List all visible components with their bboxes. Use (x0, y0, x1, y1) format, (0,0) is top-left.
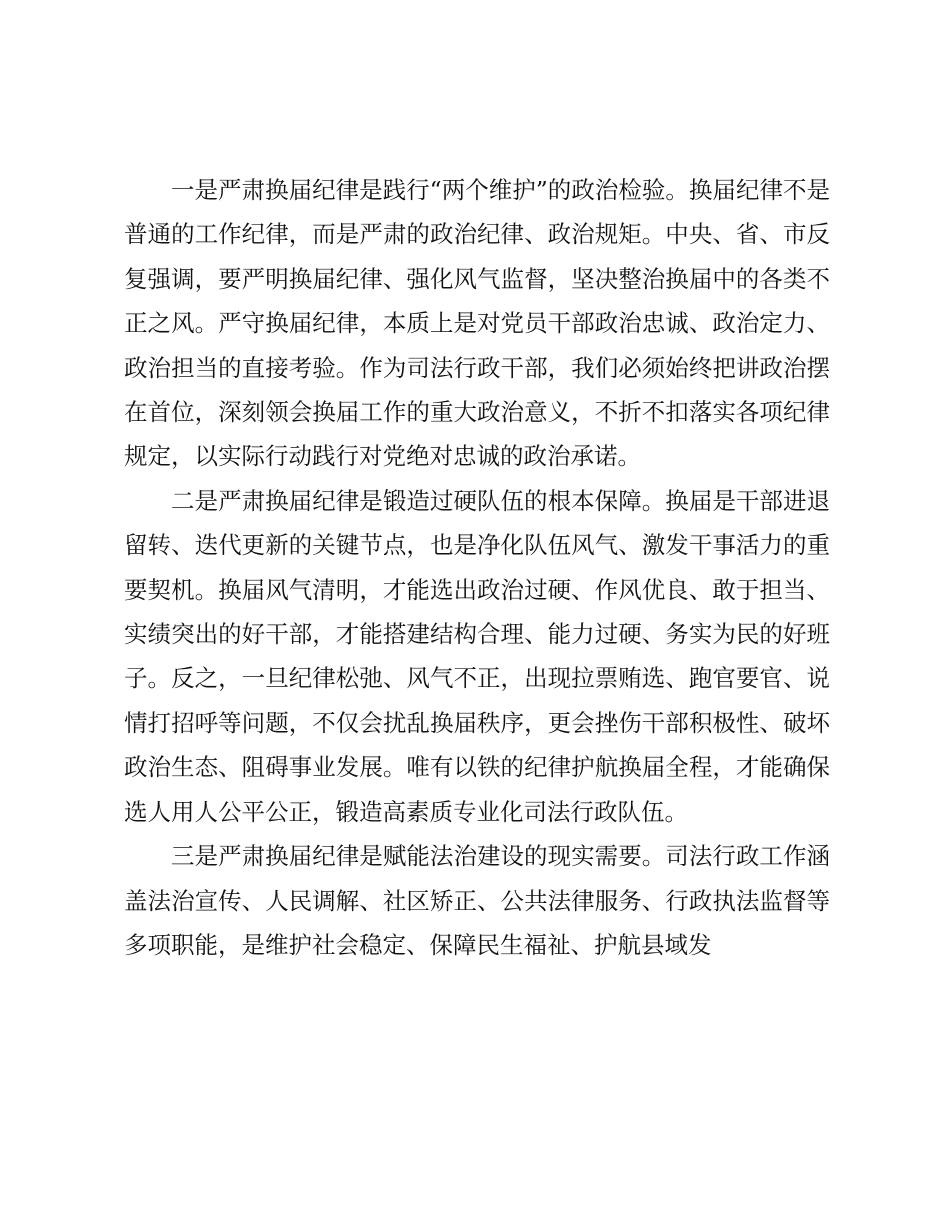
paragraph-3: 三是严肃换届纪律是赋能法治建设的现实需要。司法行政工作涵盖法治宣传、人民调解、社区矫正、公共法律服务、行政执法监督等多项职能，是维护社会稳定、保障民生福祉、护航县域发 (124, 842, 830, 959)
document-body (124, 168, 830, 967)
paragraph-1: 一是严肃换届纪律是践行“两个维护”的政治检验。换届纪律不是普通的工作纪律，而是严肃的政治纪律、政治规矩。中央、省、市反复强调，要严明换届纪律、强化风气监督，坚决整治换届中的各类不正之风。严守换届纪律，本质上是对党员干部政治忠诚、政治定力、政治担当的直接考验。作为司法行政干部，我们必须始终把讲政治摆在首位，深刻领会换届工作的重大政治意义，不折不扣落实各项纪律规定，以实际行动践行对党绝对忠诚的政治承诺。 (124, 176, 830, 471)
paragraph-2: 二是严肃换届纪律是锻造过硬队伍的根本保障。换届是干部进退留转、迭代更新的关键节点，也是净化队伍风气、激发干事活力的重要契机。换届风气清明，才能选出政治过硬、作风优良、敢于担当、实绩突出的好干部，才能搭建结构合理、能力过硬、务实为民的好班子。反之，一旦纪律松弛、风气不正，出现拉票贿选、跑官要官、说情打招呼等问题，不仅会扰乱换届秩序，更会挫伤干部积极性、破坏政治生态、阻碍事业发展。唯有以铁的纪律护航换届全程，才能确保选人用人公平公正，锻造高素质专业化司法行政队伍。 (124, 486, 830, 826)
